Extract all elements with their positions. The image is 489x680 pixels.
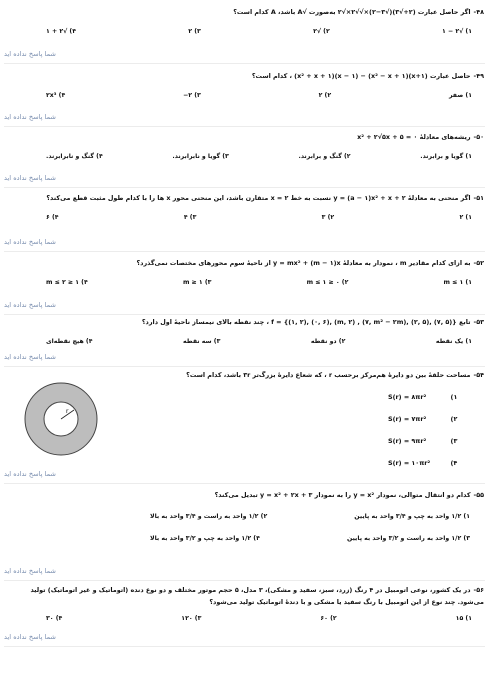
question-55 [6, 491, 484, 500]
option-1[interactable]: ۱) یک نقطه [435, 338, 472, 345]
question-number: ۵۲- [473, 259, 484, 267]
question-54 [6, 371, 484, 380]
option-3-number: (۳ [450, 437, 458, 445]
option-3[interactable]: ۳) ۲− [183, 92, 201, 99]
options [388, 393, 457, 481]
unanswered-label: شما پاسخ نداده اید [4, 353, 56, 361]
option-1[interactable]: ۱) ۲ [459, 214, 472, 221]
ring-figure [22, 380, 100, 458]
option-4[interactable]: ۴) ۱ ≤ m ≤ ۲ [46, 279, 88, 286]
question-number: ۵۱- [473, 194, 484, 202]
divider [4, 126, 485, 127]
option-1[interactable] [388, 393, 457, 415]
options [6, 214, 484, 221]
options [6, 153, 484, 160]
question-51 [6, 194, 484, 221]
option-4[interactable]: ۴) هیچ نقطه‌ای [46, 338, 93, 345]
options [6, 279, 484, 286]
option-2[interactable]: ۲) ۶۰ [320, 615, 337, 622]
option-2[interactable] [388, 415, 457, 437]
option-4[interactable] [388, 459, 457, 481]
question-number: ۵۶- [473, 586, 484, 594]
option-4[interactable]: ۴) ۱/۲ واحد به چپ و ۳/۲ واحد به بالا [150, 535, 260, 542]
question-text: تابع f = {(۱, ۲), (۰, ۶), (m, ۲) , (۷, m² − ۲m), (۲, ۵), (۷, ۵)} ، چند نقطه بالای نیمساز ناحیهٔ اول دارد؟ [141, 318, 471, 326]
option-2-text: S(r) = ۷πr² [388, 415, 427, 423]
unanswered-label: شما پاسخ نداده اید [4, 174, 56, 182]
option-2-number: (۲ [450, 415, 458, 423]
option-4[interactable]: ۴) ۶ [46, 214, 59, 221]
unanswered-label: شما پاسخ نداده اید [4, 50, 56, 58]
option-1[interactable]: ۱) گویا و برابرند. [420, 153, 472, 160]
divider [4, 366, 485, 367]
option-4[interactable]: ۴) گنگ و نابرابرند. [46, 153, 103, 160]
options [6, 92, 484, 99]
option-2[interactable]: ۲) √۲ [313, 28, 330, 35]
option-3[interactable]: ۳) m ≥ ۱ [182, 279, 212, 286]
option-3[interactable]: ۳) ۱۲۰ [181, 615, 202, 622]
unanswered-label: شما پاسخ نداده اید [4, 470, 56, 478]
question-48 [6, 8, 484, 35]
option-1[interactable]: ۱) صفر [448, 92, 472, 99]
option-2[interactable]: ۲) دو نقطه [310, 338, 346, 345]
option-2[interactable]: ۲) گنگ و برابرند. [298, 153, 351, 160]
option-2[interactable]: ۲) ۰ ≤ m ≤ ۱ [306, 279, 349, 286]
options [6, 338, 484, 345]
option-3[interactable] [388, 437, 457, 459]
unanswered-label: شما پاسخ نداده اید [4, 301, 56, 309]
option-3[interactable]: ۳) ۲ [188, 28, 201, 35]
question-50 [6, 133, 484, 160]
option-1-number: (۱ [450, 393, 458, 401]
option-3[interactable]: ۳) ۱/۲ واحد به راست و ۳/۲ واحد به پایین [346, 535, 470, 542]
question-49 [6, 72, 484, 99]
unanswered-label: شما پاسخ نداده اید [4, 633, 56, 641]
options [6, 615, 484, 622]
radius-label: r [66, 408, 69, 415]
options [6, 28, 484, 35]
question-text: به ازای کدام مقادیر m ، نمودار به معادلهٔ y = mx² + (m − ۱)x از ناحیهٔ سوم محورهای مختصات نمی‌گذرد؟ [136, 259, 471, 267]
options [150, 513, 470, 557]
question-text: در یک کشور، نوعی اتومبیل در ۴ رنگ (زرد، سبز، سفید و مشکی)، ۳ مدل، ۵ حجم موتور مختلف و دو نوع دنده (اتوماتیک و غیر اتوماتیک) تولید [30, 586, 471, 594]
divider [4, 187, 485, 188]
divider [4, 251, 485, 252]
unanswered-label: شما پاسخ نداده اید [4, 238, 56, 246]
question-text: اگر منحنی به معادلهٔ y = (a − ۱)x² + x + ۲ نسبت به خط x = ۲ متقارن باشد، این منحنی محور x ها را با کدام طول مثبت قطع می‌کند؟ [46, 194, 471, 202]
option-1-text: S(r) = ۸πr² [388, 393, 427, 401]
question-number: ۴۸- [473, 8, 484, 16]
question-text: حاصل عبارت (x+۱)(x² − x + ۱) − (x − ۱)(x² + x + ۱) ، کدام است؟ [251, 72, 471, 80]
unanswered-label: شما پاسخ نداده اید [4, 113, 56, 121]
option-2[interactable]: ۲) ۳ [321, 214, 335, 221]
question-text: کدام دو انتقال متوالی، نمودار y = x² را به نمودار y = x² + ۲x + ۳ تبدیل می‌کند؟ [214, 491, 471, 499]
divider [4, 314, 485, 315]
option-2[interactable]: ۲) ۱/۲ واحد به راست و ۳/۴ واحد به بالا [150, 513, 268, 520]
option-4-number: (۴ [450, 459, 458, 467]
question-text: اگر حاصل عبارت (۲+√۳)(√۳−۲)×√√۲×√۲ به‌صورت √A باشد، A کدام است؟ [233, 8, 471, 16]
question-53 [6, 318, 484, 345]
question-text-line-2: می‌شود. چند نوع از این اتومبیل با رنگ سفید یا مشکی و با دندهٔ اتوماتیک تولید می‌شود؟ [209, 598, 484, 606]
option-3-text: S(r) = ۹πr² [388, 437, 427, 445]
option-1[interactable]: ۱) m ≤ ۱ [443, 279, 472, 286]
option-4[interactable]: ۴) √۲ + ۱ [46, 28, 76, 35]
divider [4, 483, 485, 484]
question-text: مساحت حلقهٔ بین دو دایرهٔ هم‌مرکز برحسب r ، که شعاع دایرهٔ بزرگ‌تر ۳r باشد، کدام است؟ [186, 371, 471, 379]
option-1[interactable]: ۱) ۱/۲ واحد به چپ و ۳/۴ واحد به پایین [354, 513, 470, 520]
option-4[interactable]: ۴) ۳۰ [46, 615, 63, 622]
question-52 [6, 259, 484, 286]
option-4[interactable]: ۴) ۲x³ [46, 92, 66, 99]
option-3[interactable]: ۳) گویا و نابرابرند. [172, 153, 229, 160]
divider [4, 580, 485, 581]
question-56 [6, 586, 484, 622]
divider [4, 63, 485, 64]
option-4-text: S(r) = ۱۰πr² [388, 459, 431, 467]
question-text: ریشه‌های معادلهٔ x² + ۲√۵x + ۵ = ۰ [357, 133, 471, 141]
option-1[interactable]: ۱) √۲ − ۱ [442, 28, 472, 35]
question-number: ۵۳- [473, 318, 484, 326]
option-3[interactable]: ۳) ۴ [183, 214, 197, 221]
divider [4, 646, 485, 647]
question-number: ۵۵- [473, 491, 484, 499]
unanswered-label: شما پاسخ نداده اید [4, 567, 56, 575]
question-number: ۴۹- [473, 72, 484, 80]
option-1[interactable]: ۱) ۱۵ [455, 615, 472, 622]
option-3[interactable]: ۳) سه نقطه [183, 338, 221, 345]
question-number: ۵۴- [473, 371, 484, 379]
question-number: ۵۰- [473, 133, 484, 141]
option-2[interactable]: ۲) ۲ [318, 92, 332, 99]
